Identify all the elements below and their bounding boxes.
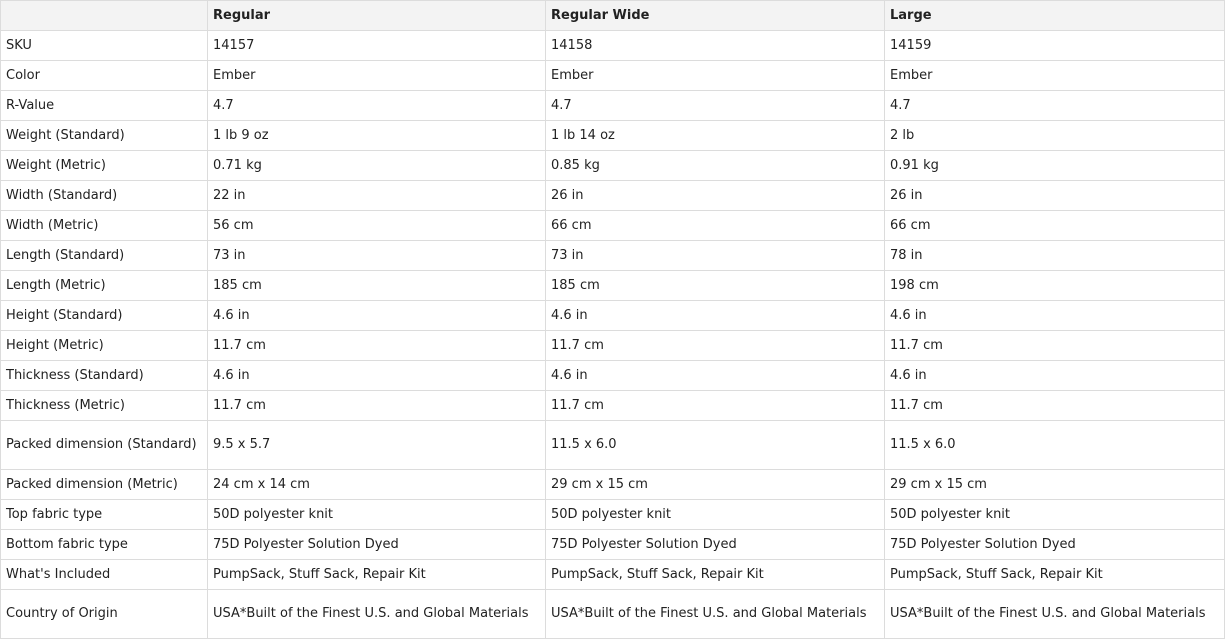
row-label: Thickness (Metric) — [1, 391, 208, 421]
cell-regular-wide: USA*Built of the Finest U.S. and Global Materials — [546, 590, 885, 639]
cell-regular: PumpSack, Stuff Sack, Repair Kit — [208, 560, 546, 590]
cell-regular-wide: Ember — [546, 61, 885, 91]
table-row — [1, 91, 1225, 121]
row-label: Color — [1, 61, 208, 91]
cell-regular-wide: 1 lb 14 oz — [546, 121, 885, 151]
table-row — [1, 301, 1225, 331]
cell-large: 11.7 cm — [885, 331, 1225, 361]
cell-regular-wide: 75D Polyester Solution Dyed — [546, 530, 885, 560]
row-label: Width (Standard) — [1, 181, 208, 211]
header-cell-regular: Regular — [208, 1, 546, 31]
row-label: Width (Metric) — [1, 211, 208, 241]
header-cell-large: Large — [885, 1, 1225, 31]
cell-large: 26 in — [885, 181, 1225, 211]
cell-regular: 1 lb 9 oz — [208, 121, 546, 151]
cell-regular-wide: 29 cm x 15 cm — [546, 470, 885, 500]
table-row — [1, 500, 1225, 530]
table-row — [1, 211, 1225, 241]
cell-large: 4.7 — [885, 91, 1225, 121]
cell-large: 14159 — [885, 31, 1225, 61]
cell-regular-wide: 50D polyester knit — [546, 500, 885, 530]
table-row — [1, 271, 1225, 301]
cell-regular-wide: 26 in — [546, 181, 885, 211]
cell-large: 4.6 in — [885, 361, 1225, 391]
header-cell-regular-wide: Regular Wide — [546, 1, 885, 31]
cell-regular-wide: 14158 — [546, 31, 885, 61]
cell-large: 0.91 kg — [885, 151, 1225, 181]
table-row — [1, 31, 1225, 61]
row-label: Bottom fabric type — [1, 530, 208, 560]
row-label: Thickness (Standard) — [1, 361, 208, 391]
table-row — [1, 181, 1225, 211]
cell-large: 78 in — [885, 241, 1225, 271]
row-label: Length (Metric) — [1, 271, 208, 301]
cell-regular: 185 cm — [208, 271, 546, 301]
table-row — [1, 391, 1225, 421]
table-row — [1, 361, 1225, 391]
cell-regular-wide: 11.7 cm — [546, 391, 885, 421]
cell-large: USA*Built of the Finest U.S. and Global Materials — [885, 590, 1225, 639]
cell-regular: 50D polyester knit — [208, 500, 546, 530]
cell-regular-wide: 4.7 — [546, 91, 885, 121]
row-label: Packed dimension (Metric) — [1, 470, 208, 500]
table-row — [1, 241, 1225, 271]
cell-regular-wide: 4.6 in — [546, 301, 885, 331]
row-label: Country of Origin — [1, 590, 208, 639]
cell-regular: 4.6 in — [208, 361, 546, 391]
cell-regular: 11.7 cm — [208, 331, 546, 361]
row-label: Length (Standard) — [1, 241, 208, 271]
cell-large: 11.7 cm — [885, 391, 1225, 421]
cell-large: 50D polyester knit — [885, 500, 1225, 530]
cell-large: 75D Polyester Solution Dyed — [885, 530, 1225, 560]
table-row — [1, 61, 1225, 91]
row-label: What's Included — [1, 560, 208, 590]
table-row — [1, 151, 1225, 181]
cell-regular-wide: 11.5 x 6.0 — [546, 421, 885, 470]
row-label: SKU — [1, 31, 208, 61]
header-cell-empty — [1, 1, 208, 31]
cell-regular: 9.5 x 5.7 — [208, 421, 546, 470]
cell-regular: 24 cm x 14 cm — [208, 470, 546, 500]
row-label: Height (Metric) — [1, 331, 208, 361]
table-row — [1, 470, 1225, 500]
cell-regular: 73 in — [208, 241, 546, 271]
cell-large: 4.6 in — [885, 301, 1225, 331]
table-row — [1, 121, 1225, 151]
table-row — [1, 590, 1225, 639]
table-row — [1, 530, 1225, 560]
cell-regular: 4.6 in — [208, 301, 546, 331]
cell-regular-wide: 73 in — [546, 241, 885, 271]
cell-regular: Ember — [208, 61, 546, 91]
cell-regular: 14157 — [208, 31, 546, 61]
cell-regular-wide: PumpSack, Stuff Sack, Repair Kit — [546, 560, 885, 590]
row-label: R-Value — [1, 91, 208, 121]
row-label: Packed dimension (Standard) — [1, 421, 208, 470]
cell-large: 29 cm x 15 cm — [885, 470, 1225, 500]
cell-regular: 22 in — [208, 181, 546, 211]
row-label: Weight (Standard) — [1, 121, 208, 151]
cell-regular-wide: 0.85 kg — [546, 151, 885, 181]
row-label: Weight (Metric) — [1, 151, 208, 181]
cell-large: PumpSack, Stuff Sack, Repair Kit — [885, 560, 1225, 590]
cell-regular-wide: 4.6 in — [546, 361, 885, 391]
cell-large: 66 cm — [885, 211, 1225, 241]
cell-regular: 56 cm — [208, 211, 546, 241]
table-row — [1, 331, 1225, 361]
cell-regular: 4.7 — [208, 91, 546, 121]
cell-regular-wide: 66 cm — [546, 211, 885, 241]
cell-large: 11.5 x 6.0 — [885, 421, 1225, 470]
cell-regular: 0.71 kg — [208, 151, 546, 181]
cell-regular: USA*Built of the Finest U.S. and Global Materials — [208, 590, 546, 639]
row-label: Height (Standard) — [1, 301, 208, 331]
cell-large: 198 cm — [885, 271, 1225, 301]
cell-large: 2 lb — [885, 121, 1225, 151]
table-row — [1, 560, 1225, 590]
cell-regular: 11.7 cm — [208, 391, 546, 421]
cell-regular-wide: 185 cm — [546, 271, 885, 301]
header-row — [1, 1, 1225, 31]
row-label: Top fabric type — [1, 500, 208, 530]
table-row — [1, 421, 1225, 470]
cell-regular-wide: 11.7 cm — [546, 331, 885, 361]
cell-large: Ember — [885, 61, 1225, 91]
cell-regular: 75D Polyester Solution Dyed — [208, 530, 546, 560]
